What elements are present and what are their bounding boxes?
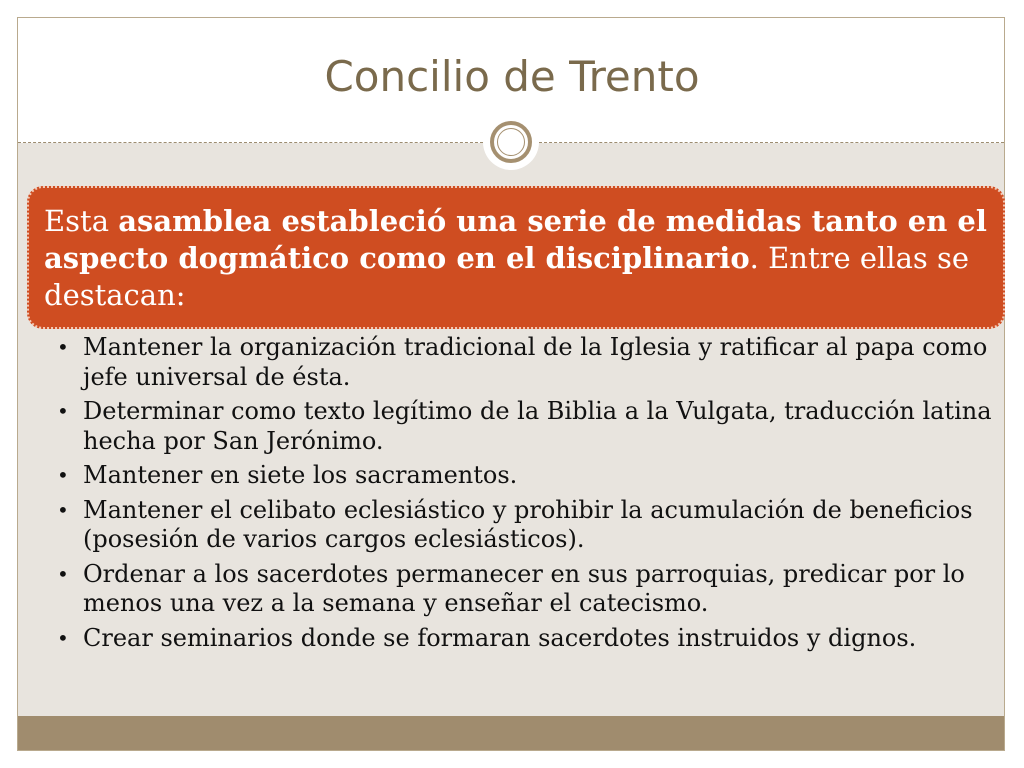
title-divider-left (18, 142, 483, 143)
footer-bar (18, 716, 1004, 750)
callout-text-lead: Esta (44, 204, 119, 238)
list-item: • Crear seminarios donde se formaran sacerdotes instruidos y dignos. (55, 624, 995, 654)
list-item: • Ordenar a los sacerdotes permanecer en sus parroquias, predicar por lo menos una vez a la semana y enseñar el catecismo. (55, 560, 995, 619)
callout-text-bold: asamblea estableció una serie de medidas tanto en el aspecto dogmático como en el disciplinario (44, 204, 987, 275)
list-item: • Determinar como texto legítimo de la Biblia a la Vulgata, traducción latina hecha por San Jerónimo. (55, 397, 995, 456)
list-item: • Mantener en siete los sacramentos. (55, 461, 995, 491)
list-item: • Mantener la organización tradicional de la Iglesia y ratificar al papa como jefe universal de ésta. (55, 333, 995, 392)
callout-text-tail: . Entre ellas se destacan: (44, 241, 969, 312)
title-divider-right (539, 142, 1004, 143)
intro-callout-text (44, 203, 994, 314)
slide-title: Concilio de Trento (324, 52, 700, 101)
measures-list (55, 333, 995, 658)
list-item: • Mantener el celibato eclesiástico y prohibir la acumulación de beneficios (posesión de varios cargos eclesiásticos). (55, 496, 995, 555)
circle-ornament-inner (497, 128, 525, 156)
